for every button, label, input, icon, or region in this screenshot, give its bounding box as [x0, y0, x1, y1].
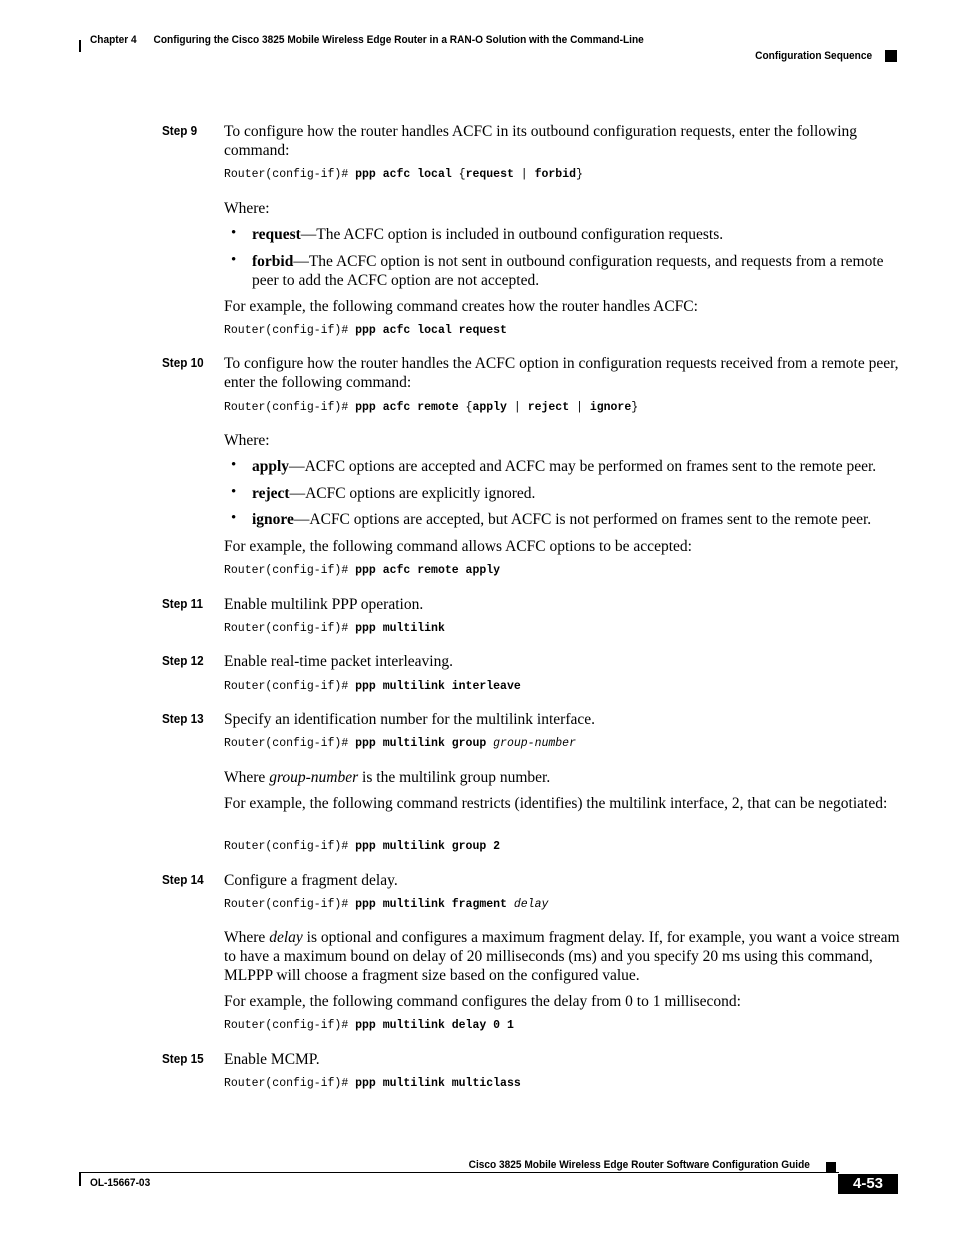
step-9-text: To configure how the router handles ACFC in its outbound configuration requests, enter the following command: [224, 123, 858, 159]
step-9-label: Step 9 [162, 123, 198, 138]
step-15-command: Router(config-if)# ppp multilink multiclass [224, 1077, 521, 1090]
step-9-example: For example, the following command creates how the router handles ACFC: [224, 298, 698, 315]
step-14-command: Router(config-if)# ppp multilink fragment delay [224, 898, 549, 911]
step-9-bullet-request: request—The ACFC option is included in outbound configuration requests. [252, 226, 724, 243]
step-12-text: Enable real-time packet interleaving. [224, 653, 453, 670]
step-10-example-command: Router(config-if)# ppp acfc remote apply [224, 564, 501, 577]
step-10-text: To configure how the router handles the ACFC option in configuration requests received from a remote peer, enter the following command: [224, 355, 899, 391]
step-9-bullet-forbid: forbid—The ACFC option is not sent in outbound configuration requests, and requests from a remote peer to add the ACFC option are not accepted. [252, 253, 884, 289]
step-9-where: Where: [224, 200, 270, 217]
step-13-command: Router(config-if)# ppp multilink group group-number [224, 737, 576, 750]
step-10-command: Router(config-if)# ppp acfc remote {apply | reject | ignore} [224, 401, 639, 414]
bullet-icon: • [231, 252, 237, 268]
step-13-example-command: Router(config-if)# ppp multilink group 2 [224, 840, 501, 853]
step-15-label: Step 15 [162, 1051, 204, 1066]
footer-rule [79, 1172, 839, 1173]
step-9-example-command: Router(config-if)# ppp acfc local request [224, 324, 507, 337]
step-10-where: Where: [224, 432, 270, 449]
step-11-command: Router(config-if)# ppp multilink [224, 622, 445, 635]
step-10-bullet-reject: reject—ACFC options are explicitly ignored. [252, 485, 536, 502]
step-12-command: Router(config-if)# ppp multilink interleave [224, 680, 521, 693]
bullet-icon: • [231, 225, 237, 241]
step-14-where: Where delay is optional and configures a maximum fragment delay. If, for example, you want a voice stream to have a maximum bound on delay of 20 milliseconds (ms) and you specify 20 ms using this command, MLPPP will choose a fragment size based on the configured value. [224, 929, 900, 984]
header-marker [885, 50, 897, 62]
chapter-title: Chapter 4 Configuring the Cisco 3825 Mobile Wireless Edge Router in a RAN-O Solution with the Command-Line [90, 34, 644, 46]
footer-vertical-rule [79, 1172, 81, 1186]
step-10-example: For example, the following command allows ACFC options to be accepted: [224, 538, 692, 555]
step-11-text: Enable multilink PPP operation. [224, 596, 424, 613]
step-14-example: For example, the following command configures the delay from 0 to 1 millisecond: [224, 993, 741, 1010]
bullet-icon: • [231, 510, 237, 526]
header-rule [79, 40, 81, 52]
step-13-where: Where group-number is the multilink group number. [224, 769, 551, 786]
step-13-example: For example, the following command restricts (identifies) the multilink interface, 2, that can be negotiated: [224, 795, 888, 812]
step-12-label: Step 12 [162, 653, 204, 668]
step-13-label: Step 13 [162, 711, 204, 726]
step-10-bullet-ignore: ignore—ACFC options are accepted, but ACFC is not performed on frames sent to the remote peer. [252, 511, 872, 528]
bullet-icon: • [231, 484, 237, 500]
step-10-bullet-apply: apply—ACFC options are accepted and ACFC may be performed on frames sent to the remote peer. [252, 458, 877, 475]
footer-marker [826, 1162, 836, 1172]
step-10-label: Step 10 [162, 355, 204, 370]
step-14-label: Step 14 [162, 872, 204, 887]
section-title: Configuration Sequence [755, 50, 872, 62]
step-14-example-command: Router(config-if)# ppp multilink delay 0 1 [224, 1019, 514, 1032]
document-id: OL-15667-03 [90, 1177, 151, 1189]
step-14-text: Configure a fragment delay. [224, 872, 398, 889]
step-13-text: Specify an identification number for the multilink interface. [224, 711, 596, 728]
step-11-label: Step 11 [162, 596, 203, 611]
guide-title: Cisco 3825 Mobile Wireless Edge Router Software Configuration Guide [468, 1159, 810, 1171]
step-9-command: Router(config-if)# ppp acfc local {request | forbid} [224, 168, 583, 181]
step-15-text: Enable MCMP. [224, 1051, 320, 1068]
page-number: 4-53 [838, 1174, 898, 1194]
bullet-icon: • [231, 457, 237, 473]
